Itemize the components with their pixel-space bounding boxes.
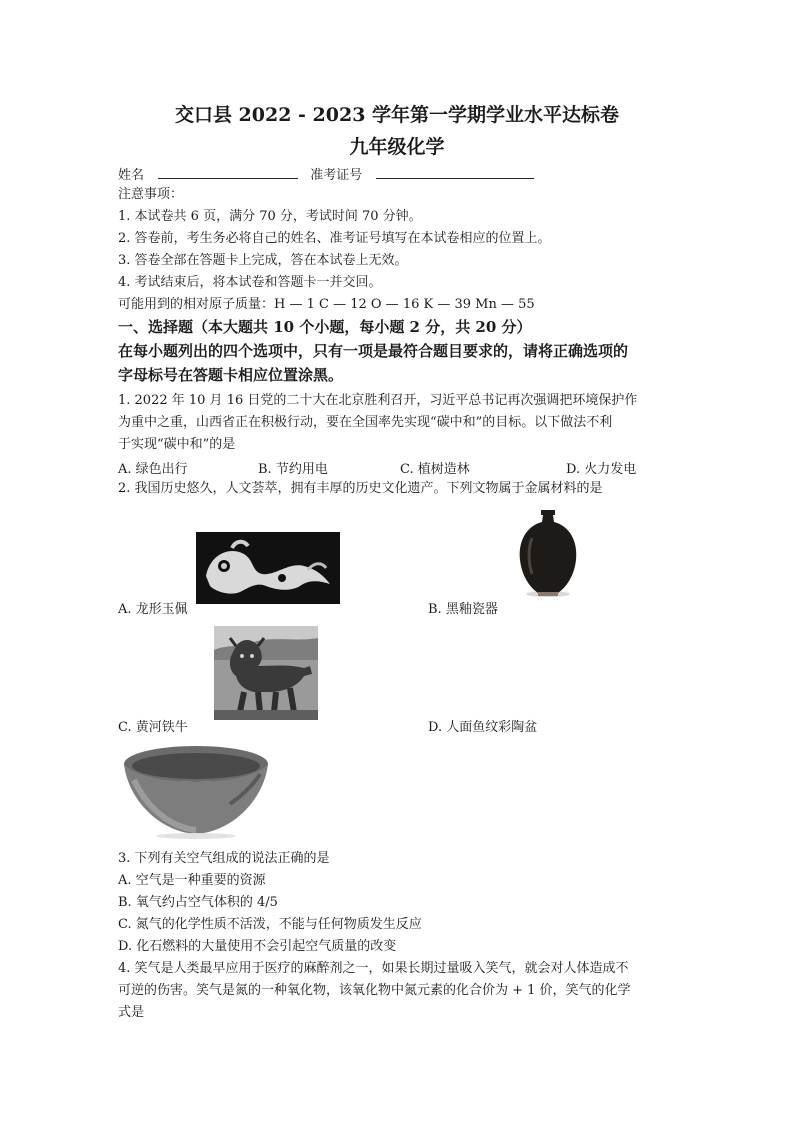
q3-option-d: D. 化石燃料的大量使用不会引起空气质量的改变 bbox=[118, 939, 397, 954]
question-4-stem: 式是 bbox=[118, 1005, 145, 1020]
yellow-river-iron-ox-image bbox=[214, 626, 318, 720]
question-3-stem: 3. 下列有关空气组成的说法正确的是 bbox=[118, 851, 330, 866]
section-instruction: 在每小题列出的四个选项中，只有一项是最符合题目要求的，请将正确选项的 bbox=[118, 342, 629, 360]
exam-id-field[interactable] bbox=[376, 164, 534, 179]
q1-option-d: D. 火力发电 bbox=[566, 462, 637, 477]
candidate-info-row bbox=[118, 164, 534, 185]
q3-option-b: B. 氧气约占空气体积的 4/5 bbox=[118, 895, 278, 910]
q1-option-c: C. 植树造林 bbox=[400, 462, 470, 477]
q2-option-b: B. 黑釉瓷器 bbox=[428, 602, 498, 617]
q1-option-b: B. 节约用电 bbox=[258, 462, 328, 477]
dragon-jade-pendant-image bbox=[196, 532, 340, 604]
note-item: 1. 本试卷共 6 页，满分 70 分，考试时间 70 分钟。 bbox=[118, 209, 422, 224]
section-title: 一、选择题（本大题共 10 个小题，每小题 2 分，共 20 分） bbox=[118, 318, 532, 336]
q3-option-c: C. 氮气的化学性质不活泼，不能与任何物质发生反应 bbox=[118, 917, 422, 932]
exam-id-label: 准考证号 bbox=[310, 168, 363, 183]
q3-option-a: A. 空气是一种重要的资源 bbox=[118, 873, 266, 888]
note-item: 2. 答卷前，考生务必将自己的姓名、准考证号填写在本试卷相应的位置上。 bbox=[118, 231, 551, 246]
question-4-stem: 可逆的伤害。笑气是氮的一种氧化物，该氧化物中氮元素的化合价为 + 1 价，笑气的化学 bbox=[118, 983, 631, 998]
question-1-stem: 于实现“碳中和”的是 bbox=[118, 437, 236, 452]
atomic-masses: 可能用到的相对原子质量：H — 1 C — 12 O — 16 K — 39 Mn — 55 bbox=[118, 297, 535, 312]
question-1-stem: 为重中之重，山西省正在积极行动，要在全国率先实现“碳中和”的目标。以下做法不利 bbox=[118, 415, 613, 430]
q2-option-d: D. 人面鱼纹彩陶盆 bbox=[428, 720, 538, 735]
note-item: 4. 考试结束后，将本试卷和答题卡一并交回。 bbox=[118, 275, 382, 290]
notes-heading: 注意事项： bbox=[118, 187, 184, 202]
question-4-stem: 4. 笑气是人类最早应用于医疗的麻醉剂之一，如果长期过量吸入笑气，就会对人体造成不 bbox=[118, 961, 629, 976]
name-label: 姓名 bbox=[118, 168, 145, 183]
question-1-stem: 1. 2022 年 10 月 16 日党的二十大在北京胜利召开，习近平总书记再次强调把环境保护作 bbox=[118, 393, 638, 408]
section-instruction: 字母标号在答题卡相应位置涂黑。 bbox=[118, 366, 344, 384]
q2-option-c: C. 黄河铁牛 bbox=[118, 720, 188, 735]
name-field[interactable] bbox=[158, 164, 298, 179]
black-glazed-porcelain-image bbox=[512, 508, 584, 600]
q2-option-a: A. 龙形玉佩 bbox=[118, 602, 188, 617]
exam-subtitle: 九年级化学 bbox=[349, 136, 445, 158]
exam-title: 交口县 2022 - 2023 学年第一学期学业水平达标卷 bbox=[174, 104, 620, 126]
q1-option-a: A. 绿色出行 bbox=[118, 462, 188, 477]
painted-pottery-basin-image bbox=[120, 744, 272, 840]
note-item: 3. 答卷全部在答题卡上完成，答在本试卷上无效。 bbox=[118, 253, 408, 268]
question-2-stem: 2. 我国历史悠久，人文荟萃，拥有丰厚的历史文化遗产。下列文物属于金属材料的是 bbox=[118, 481, 603, 496]
